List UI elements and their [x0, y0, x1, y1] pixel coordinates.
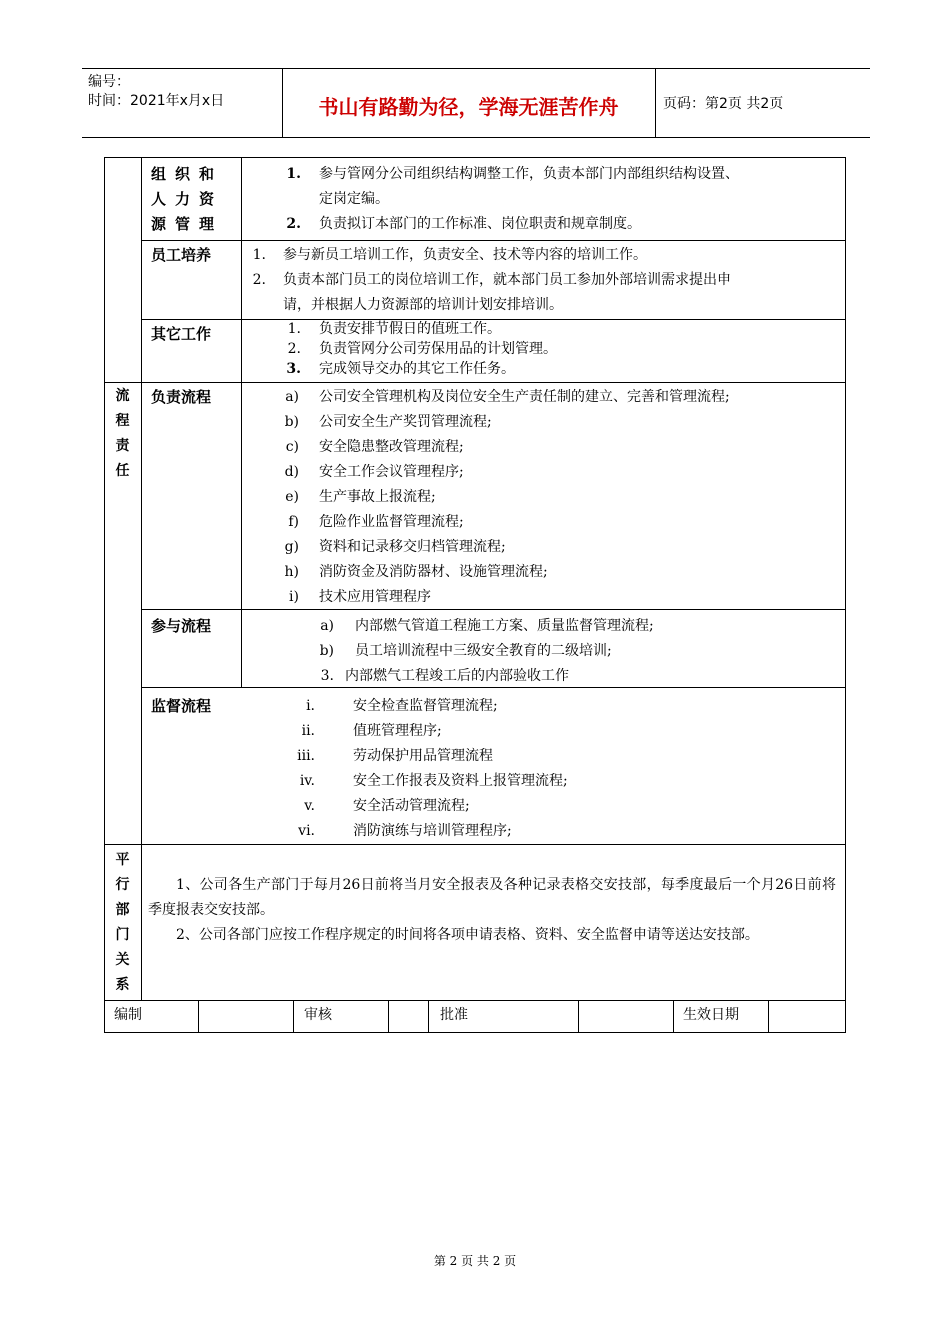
item-number: 1.: [252, 247, 266, 263]
item-text: 参与管网分公司组织结构调整工作，负责本部门内部组织结构设置、: [319, 166, 739, 182]
responsibility-table: 组织和人力资源管理 1. 参与管网分公司组织结构调整工作，负责本部门内部组织结构设置、 定岗定编。 2. 负责拟订本部门的工作标准、岗位职责和规章制度。 员工培养 1. 参与新员工培训工作，负责安全、技术等内容的培训工作。 2. 负责本部门员工的岗位培训工作，就本部门员工参加外部培训需求提出申 请，并根据人力资源部的培训计划安排培训。 其它工作 1. 负责安排节假日的值班工作。 2. 负责管网分公司劳保用品的计划管理。 3. 完成领导交办的其它工作任务。 流 程 责 任 负责流程 a) 公司安全管理机构及岗位安全生产责任制的建立、完善和管理流程; b) 公司安全生产奖罚管理流程; c) 安全隐患整改管理流程; d) 安全工作会议管理程序; e) 生产事故上报流程; f) 危险作业监督管理流程; g) 资料和记录移交归档管理流程; h) 消防资金及消防器材、设施管理流程; i) 技术应用管理程序 参与流程 a) 内部燃气管道工程施工方案、质量监督管理流程; b) 员工培训流程中三级安全教育的二级培训; 3. 内部燃气工程竣工后的内部验收工作 监督流程 i. 安全检查监督管理流程; ii. 值班管理程序; iii. 劳动保护用品管理流程 iv. 安全工作报表及资料上报管理流程; v. 安全活动管理流程; vi. 消防演练与培训管理程序; 平 行 部 门 关 系 1、公司各生产部门于每月26日前将当月安全报表及各种记录表格交安技部，每季度最后一个月26日前将季度报表交安技部。 2、公司各部门应按工作程序规定的时间将各项申请表格、资料、安全监督申请等送达安技部。 编制 审核 批准 生效日期: [104, 157, 846, 1033]
org-hr-label: 组织和人力资源管理: [151, 165, 224, 233]
item-number: 2.: [287, 341, 301, 357]
cell-divider: [673, 1000, 674, 1033]
item-text: 定岗定编。: [319, 191, 389, 207]
item-number: 3.: [286, 361, 301, 377]
cell-divider: [198, 1000, 199, 1033]
col-divider: [141, 157, 142, 1000]
item-number: 2.: [286, 216, 301, 232]
parallel-department-label: 平 行 部 门 关 系: [115, 852, 130, 993]
table-border: [845, 157, 846, 1033]
item-number: 1.: [287, 321, 301, 337]
compile-label: 编制: [114, 1007, 142, 1023]
other-work-label: 其它工作: [151, 325, 212, 343]
review-label: 审核: [304, 1007, 332, 1023]
responsible-process-label: 负责流程: [151, 388, 212, 406]
table-border: [104, 157, 846, 158]
approve-label: 批准: [440, 1007, 468, 1023]
motto: 书山有路勤为径，学海无涯苦作舟: [318, 95, 619, 119]
parallel-paragraph-1: 1、公司各生产部门于每月26日前将当月安全报表及各种记录表格交安技部，每季度最后一个月26日前将季度报表交安技部。: [148, 877, 836, 918]
page-label: 页码：第2页 共2页: [663, 96, 784, 112]
row-divider: [141, 240, 846, 241]
supervise-process-label: 监督流程: [151, 697, 212, 715]
cell-divider: [578, 1000, 579, 1033]
parallel-paragraph-2: 2、公司各部门应按工作程序规定的时间将各项申请表格、资料、安全监督申请等送达安技部。: [176, 927, 759, 943]
cell-divider: [428, 1000, 429, 1033]
item-text: 负责拟订本部门的工作标准、岗位职责和规章制度。: [319, 216, 641, 232]
row-divider: [104, 382, 846, 383]
item-text: 负责管网分公司劳保用品的计划管理。: [319, 341, 557, 357]
training-label: 员工培养: [151, 246, 212, 264]
item-text: 参与新员工培训工作，负责安全、技术等内容的培训工作。: [283, 247, 647, 263]
header-divider: [655, 69, 656, 137]
process-responsibility-label: 流 程 责 任: [115, 388, 130, 479]
cell-divider: [768, 1000, 769, 1033]
page-footer: 第 2 页 共 2 页: [433, 1254, 517, 1268]
header-meta: [88, 73, 224, 111]
cell-divider: [388, 1000, 389, 1033]
participate-process-label: 参与流程: [151, 617, 212, 635]
item-text: 负责本部门员工的岗位培训工作，就本部门员工参加外部培训需求提出申: [283, 272, 731, 288]
item-text: 完成领导交办的其它工作任务。: [319, 361, 515, 377]
row-divider: [104, 844, 846, 845]
item-number: 1.: [286, 166, 301, 182]
item-text: 请，并根据人力资源部的培训计划安排培训。: [283, 297, 563, 313]
code-label: 编号：: [88, 74, 130, 90]
effective-date-label: 生效日期: [683, 1007, 739, 1023]
item-number: 2.: [252, 272, 266, 288]
parallel-department-text: [148, 873, 836, 948]
signature-row: [104, 1000, 846, 1033]
item-text: 负责安排节假日的值班工作。: [319, 321, 501, 337]
document-header: [82, 68, 870, 138]
time-label: 时间：2021年x月x日: [88, 93, 225, 109]
cell-divider: [293, 1000, 294, 1033]
